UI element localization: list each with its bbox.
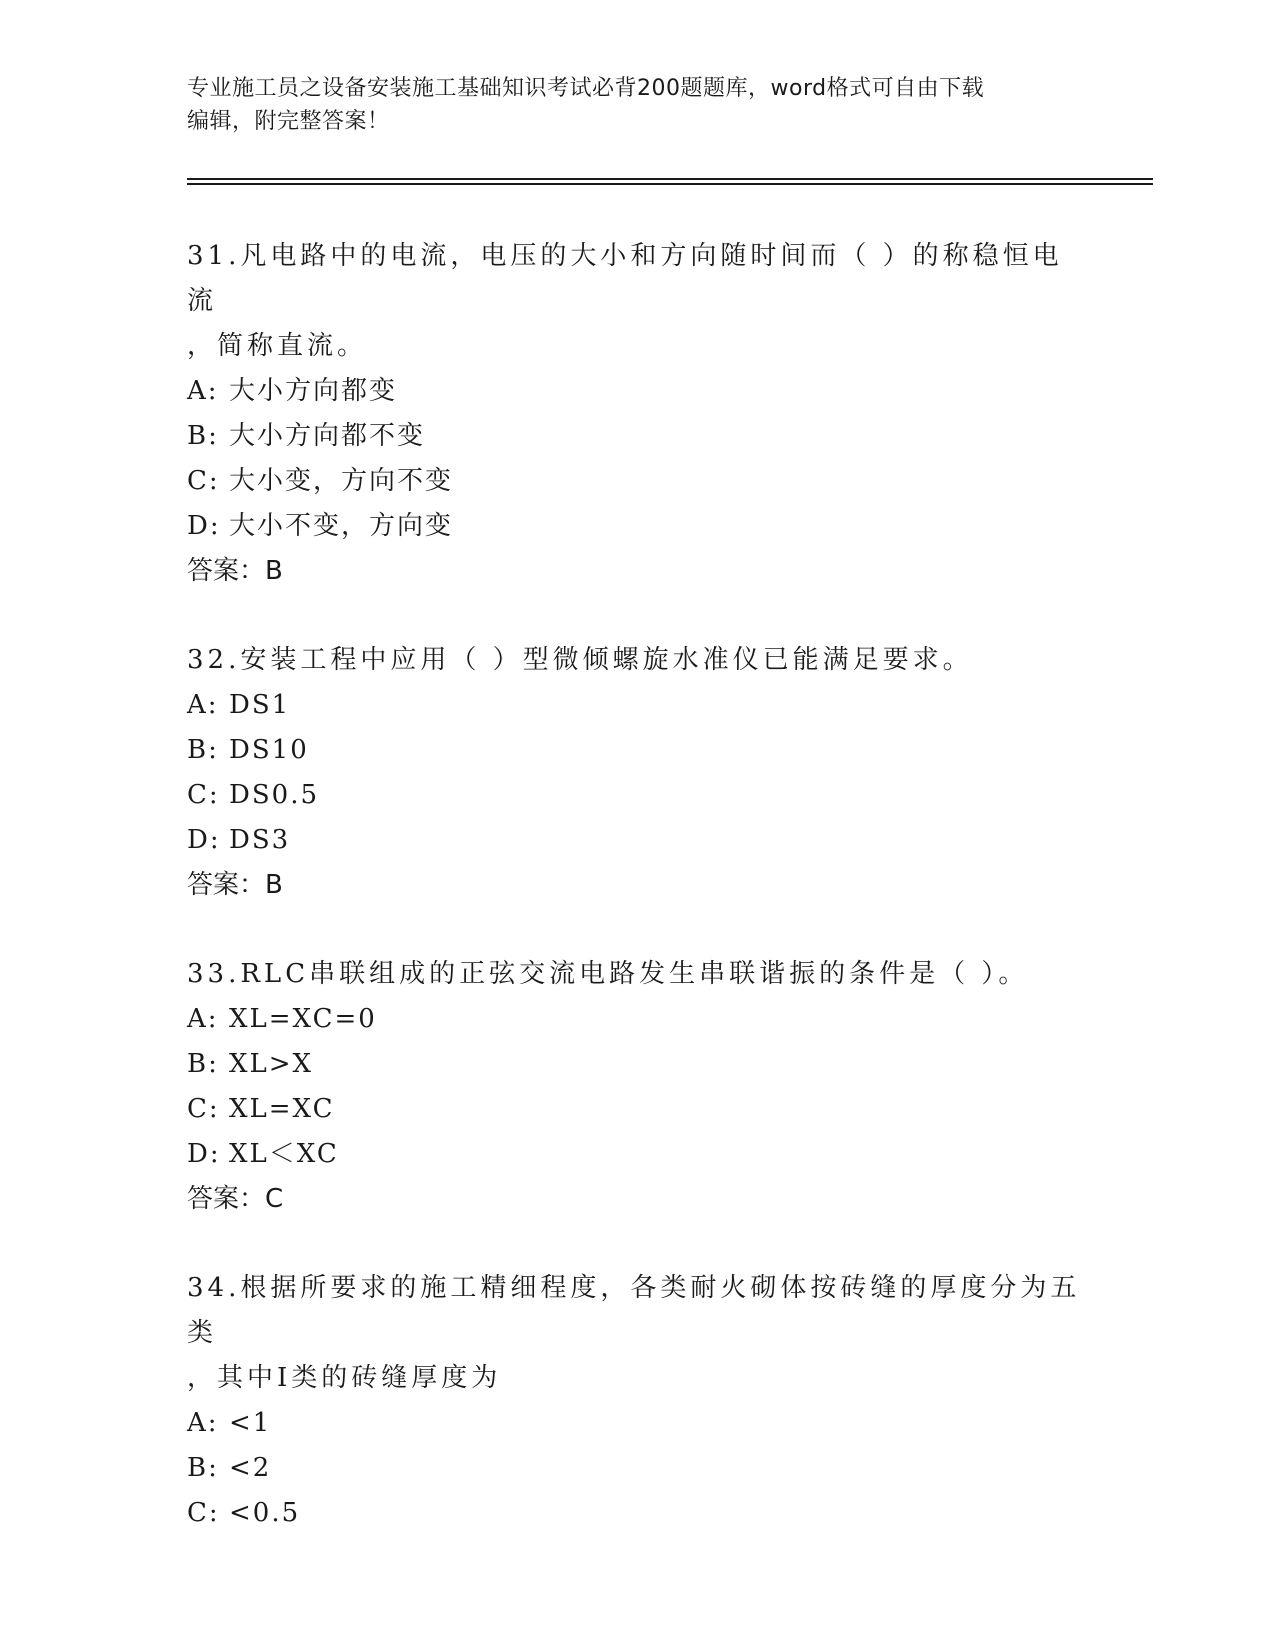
option-text: 大小方向都不变: [229, 421, 426, 451]
option-a: [187, 1401, 1087, 1446]
answer-label: 答案：B: [187, 870, 283, 900]
option-text: <0.5: [229, 1498, 301, 1528]
question-32: [187, 638, 1087, 908]
option-key: D:: [187, 511, 221, 541]
option-key: B:: [187, 1453, 219, 1483]
option-text: DS0.5: [229, 780, 320, 810]
question-34: [187, 1266, 1087, 1536]
answer-label: 答案：C: [187, 1184, 284, 1214]
option-b: [187, 1446, 1087, 1491]
option-text: <1: [229, 1408, 272, 1438]
option-b: [187, 414, 1087, 459]
header-line-2: 编辑，附完整答案！: [187, 109, 390, 134]
option-key: C:: [187, 1094, 220, 1124]
option-d: [187, 818, 1087, 863]
option-text: XL＜XC: [229, 1139, 339, 1169]
option-text: 大小不变，方向变: [229, 511, 454, 541]
option-a: [187, 997, 1087, 1042]
header-divider-top: [187, 178, 1153, 180]
question-31: [187, 234, 1087, 594]
option-key: A:: [187, 1004, 219, 1034]
option-b: [187, 728, 1087, 773]
option-key: A:: [187, 690, 219, 720]
option-c: [187, 459, 1087, 504]
option-key: A:: [187, 1408, 219, 1438]
question-stem-line-1: 33.RLC串联组成的正弦交流电路发生串联谐振的条件是（ ）。: [187, 959, 1029, 989]
option-key: A:: [187, 376, 219, 406]
header-line-1: 专业施工员之设备安装施工基础知识考试必背200题题库，word格式可自由下载: [187, 76, 985, 101]
option-key: B:: [187, 1049, 219, 1079]
option-a: [187, 683, 1087, 728]
header-divider-bottom: [187, 183, 1153, 185]
question-stem-line-2: ，简称直流。: [187, 331, 368, 361]
question-stem-line-1: 31.凡电路中的电流，电压的大小和方向随时间而（ ）的称稳恒电流: [187, 241, 1063, 316]
question-33: [187, 952, 1087, 1222]
option-c: [187, 773, 1087, 818]
option-text: 大小变，方向不变: [229, 466, 454, 496]
option-text: XL>X: [229, 1049, 314, 1079]
option-b: [187, 1042, 1087, 1087]
option-key: C:: [187, 1498, 220, 1528]
question-stem-line-1: 34.根据所要求的施工精细程度，各类耐火砌体按砖缝的厚度分为五类: [187, 1273, 1081, 1348]
option-text: XL=XC: [229, 1094, 335, 1124]
question-stem-line-1: 32.安装工程中应用（ ）型微倾螺旋水准仪已能满足要求。: [187, 645, 973, 675]
option-text: 大小方向都变: [229, 376, 398, 406]
option-text: XL=XC=0: [229, 1004, 377, 1034]
option-c: [187, 1491, 1087, 1536]
document-header: [187, 72, 1067, 138]
question-stem-line-2: ，其中Ⅰ类的砖缝厚度为: [187, 1363, 502, 1393]
option-a: [187, 369, 1087, 414]
option-text: DS1: [229, 690, 291, 720]
option-key: D:: [187, 1139, 221, 1169]
option-key: C:: [187, 780, 220, 810]
option-d: [187, 504, 1087, 549]
option-key: C:: [187, 466, 220, 496]
answer-label: 答案：B: [187, 556, 283, 586]
option-text: <2: [229, 1453, 272, 1483]
question-list: [187, 234, 1087, 1580]
option-text: DS3: [229, 825, 291, 855]
option-key: D:: [187, 825, 221, 855]
option-d: [187, 1132, 1087, 1177]
option-key: B:: [187, 421, 219, 451]
option-key: B:: [187, 735, 219, 765]
option-text: DS10: [229, 735, 309, 765]
option-c: [187, 1087, 1087, 1132]
